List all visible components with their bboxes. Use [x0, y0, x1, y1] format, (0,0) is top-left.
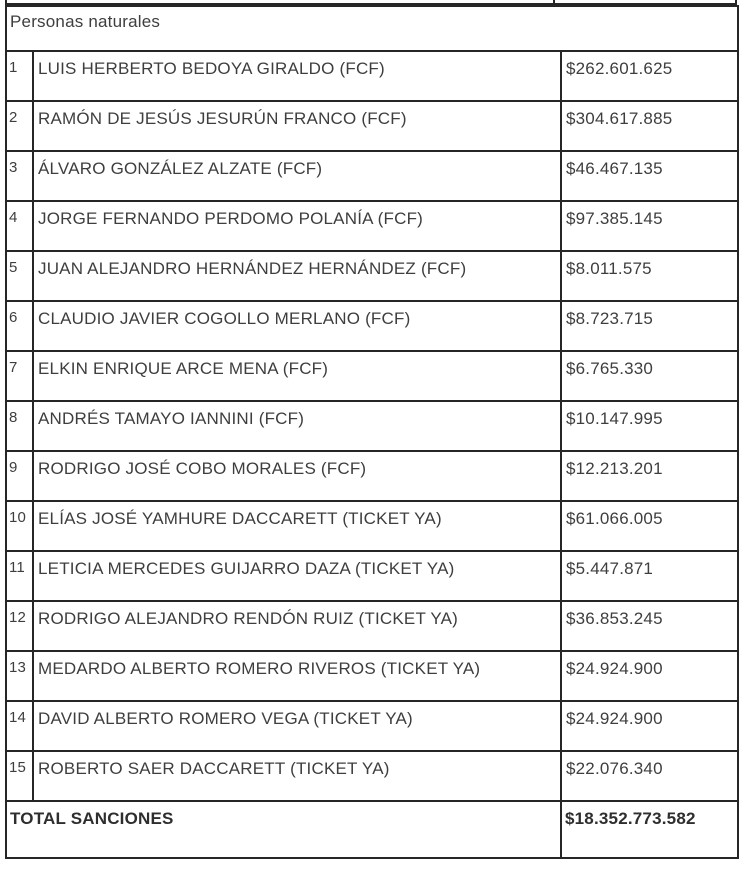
- row-number-cell: 6: [6, 301, 33, 351]
- person-name-cell: RAMÓN DE JESÚS JESURÚN FRANCO (FCF): [33, 101, 561, 151]
- sanction-amount-cell: $61.066.005: [561, 501, 738, 551]
- row-number-cell: 14: [6, 701, 33, 751]
- table-row: [6, 351, 738, 401]
- row-number-cell: 3: [6, 151, 33, 201]
- table-row: [6, 201, 738, 251]
- row-number-cell: 5: [6, 251, 33, 301]
- row-number-cell: 10: [6, 501, 33, 551]
- sanction-amount-cell: $24.924.900: [561, 651, 738, 701]
- table-row: [6, 251, 738, 301]
- row-number-cell: 4: [6, 201, 33, 251]
- table-border-segment: [735, 0, 737, 3]
- person-name-cell: ELKIN ENRIQUE ARCE MENA (FCF): [33, 351, 561, 401]
- sanction-amount-cell: $8.723.715: [561, 301, 738, 351]
- sanctions-table: [5, 5, 739, 859]
- row-number-cell: 8: [6, 401, 33, 451]
- sanction-amount-cell: $10.147.995: [561, 401, 738, 451]
- previous-row-partial: [5, 0, 737, 5]
- sanction-amount-cell: $36.853.245: [561, 601, 738, 651]
- table-row: [6, 551, 738, 601]
- section-header-cell: Personas naturales: [6, 6, 738, 51]
- row-number-cell: 7: [6, 351, 33, 401]
- table-row: [6, 701, 738, 751]
- table-row: [6, 301, 738, 351]
- table-row: [6, 51, 738, 101]
- table-row: [6, 101, 738, 151]
- row-number-cell: 2: [6, 101, 33, 151]
- table-row: [6, 651, 738, 701]
- total-row: [6, 801, 738, 858]
- person-name-cell: ROBERTO SAER DACCARETT (TICKET YA): [33, 751, 561, 801]
- person-name-cell: DAVID ALBERTO ROMERO VEGA (TICKET YA): [33, 701, 561, 751]
- total-label-cell: TOTAL SANCIONES: [6, 801, 561, 858]
- table-row: [6, 401, 738, 451]
- table-row: [6, 501, 738, 551]
- row-number-cell: 13: [6, 651, 33, 701]
- person-name-cell: ANDRÉS TAMAYO IANNINI (FCF): [33, 401, 561, 451]
- sanction-amount-cell: $22.076.340: [561, 751, 738, 801]
- table-row: [6, 601, 738, 651]
- person-name-cell: MEDARDO ALBERTO ROMERO RIVEROS (TICKET YA): [33, 651, 561, 701]
- table-row: [6, 751, 738, 801]
- row-number-cell: 9: [6, 451, 33, 501]
- sanction-amount-cell: $24.924.900: [561, 701, 738, 751]
- sanction-amount-cell: $304.617.885: [561, 101, 738, 151]
- table-row: [6, 151, 738, 201]
- row-number-cell: 1: [6, 51, 33, 101]
- sanction-amount-cell: $12.213.201: [561, 451, 738, 501]
- sanction-amount-cell: $6.765.330: [561, 351, 738, 401]
- person-name-cell: CLAUDIO JAVIER COGOLLO MERLANO (FCF): [33, 301, 561, 351]
- table-row: [6, 451, 738, 501]
- row-number-cell: 11: [6, 551, 33, 601]
- person-name-cell: ELÍAS JOSÉ YAMHURE DACCARETT (TICKET YA): [33, 501, 561, 551]
- sanction-amount-cell: $97.385.145: [561, 201, 738, 251]
- total-amount-cell: $18.352.773.582: [561, 801, 738, 858]
- person-name-cell: RODRIGO JOSÉ COBO MORALES (FCF): [33, 451, 561, 501]
- person-name-cell: JUAN ALEJANDRO HERNÁNDEZ HERNÁNDEZ (FCF): [33, 251, 561, 301]
- person-name-cell: LUIS HERBERTO BEDOYA GIRALDO (FCF): [33, 51, 561, 101]
- person-name-cell: JORGE FERNANDO PERDOMO POLANÍA (FCF): [33, 201, 561, 251]
- sanction-amount-cell: $46.467.135: [561, 151, 738, 201]
- person-name-cell: RODRIGO ALEJANDRO RENDÓN RUIZ (TICKET YA): [33, 601, 561, 651]
- row-number-cell: 12: [6, 601, 33, 651]
- person-name-cell: LETICIA MERCEDES GUIJARRO DAZA (TICKET YA): [33, 551, 561, 601]
- table-border-segment: [5, 0, 7, 3]
- sanction-amount-cell: $5.447.871: [561, 551, 738, 601]
- row-number-cell: 15: [6, 751, 33, 801]
- person-name-cell: ÁLVARO GONZÁLEZ ALZATE (FCF): [33, 151, 561, 201]
- table-border-segment: [553, 0, 555, 3]
- sanction-amount-cell: $8.011.575: [561, 251, 738, 301]
- table-section-header-row: [6, 6, 738, 51]
- sanction-amount-cell: $262.601.625: [561, 51, 738, 101]
